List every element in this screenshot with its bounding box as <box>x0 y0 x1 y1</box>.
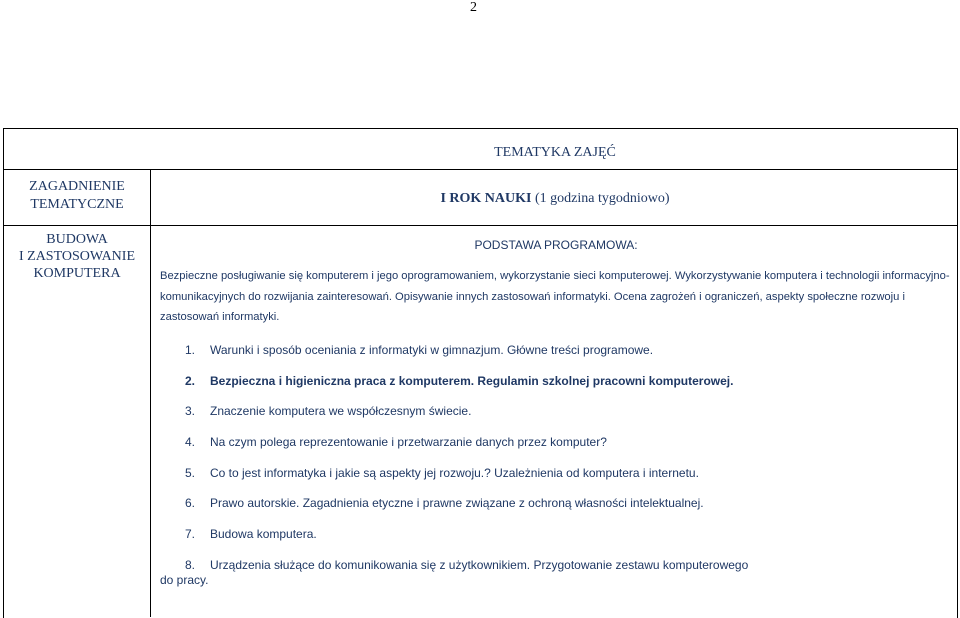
topic-line: BUDOWA <box>46 232 108 247</box>
list-item-number: 4. <box>185 435 196 449</box>
year-header-rest: (1 godzina tygodniowo) <box>531 191 670 206</box>
column-header-line: TEMATYCZNE <box>30 197 124 212</box>
list-item-number: 5. <box>185 466 196 480</box>
column-divider <box>150 169 151 617</box>
row-divider-title <box>3 169 958 170</box>
topic-line: KOMPUTERA <box>33 266 121 281</box>
column-header-topic <box>4 178 150 214</box>
list-item-text: Prawo autorskie. Zagadnienia etyczne i prawne związane z ochroną własności intelektualnej. <box>210 496 704 510</box>
list-item-number: 3. <box>185 404 196 418</box>
topic-cell <box>4 231 150 282</box>
table-title: TEMATYKA ZAJĘĆ <box>494 145 616 160</box>
list-item-text: Urządzenia służące do komunikowania się z użytkownikiem. Przygotowanie zestawu komputerowego <box>210 558 749 572</box>
row-divider-header <box>3 225 958 226</box>
list-item-text: Budowa komputera. <box>210 527 317 541</box>
column-header-line: ZAGADNIENIE <box>29 179 125 194</box>
page-number: 2 <box>470 0 477 15</box>
list-item-number: 7. <box>185 527 196 541</box>
list-item-number: 1. <box>185 343 196 357</box>
curriculum-basis-text: Bezpieczne posługiwanie się komputerem i jego oprogramowaniem, wykorzystanie sieci komputerowej. Wykorzystywanie komputera i technologii informacyjno-komunikacyjnych do rozwijania zainteresowań. Opisywanie innych zastosowań informatyki. Ocena zagrożeń i ograniczeń, aspekty społeczne rozwoju i zastosowań informatyki. <box>160 270 950 323</box>
list-item-text: Warunki i sposób oceniania z informatyki w gimnazjum. Główne treści programowe. <box>210 343 654 357</box>
list-item-text: Bezpieczna i higieniczna praca z komputerem. Regulamin szkolnej pracowni komputerowej. <box>210 374 734 388</box>
list-item-number: 6. <box>185 496 196 510</box>
list-item-text: Znaczenie komputera we współczesnym świecie. <box>210 404 472 418</box>
topic-line: I ZASTOSOWANIE <box>18 249 135 264</box>
year-header <box>150 191 960 207</box>
list-item-number: 2. <box>185 374 196 388</box>
list-item-text: Na czym polega reprezentowanie i przetwarzanie danych przez komputer? <box>210 435 607 449</box>
list-item-continuation: do pracy. <box>160 573 209 587</box>
curriculum-basis-label: PODSTAWA PROGRAMOWA: <box>474 238 638 252</box>
year-header-bold: I ROK NAUKI <box>440 191 532 206</box>
list-item-text: Co to jest informatyka i jakie są aspekty jej rozwoju.? Uzależnienia od komputera i internetu. <box>210 466 699 480</box>
list-item-number: 8. <box>185 558 196 572</box>
